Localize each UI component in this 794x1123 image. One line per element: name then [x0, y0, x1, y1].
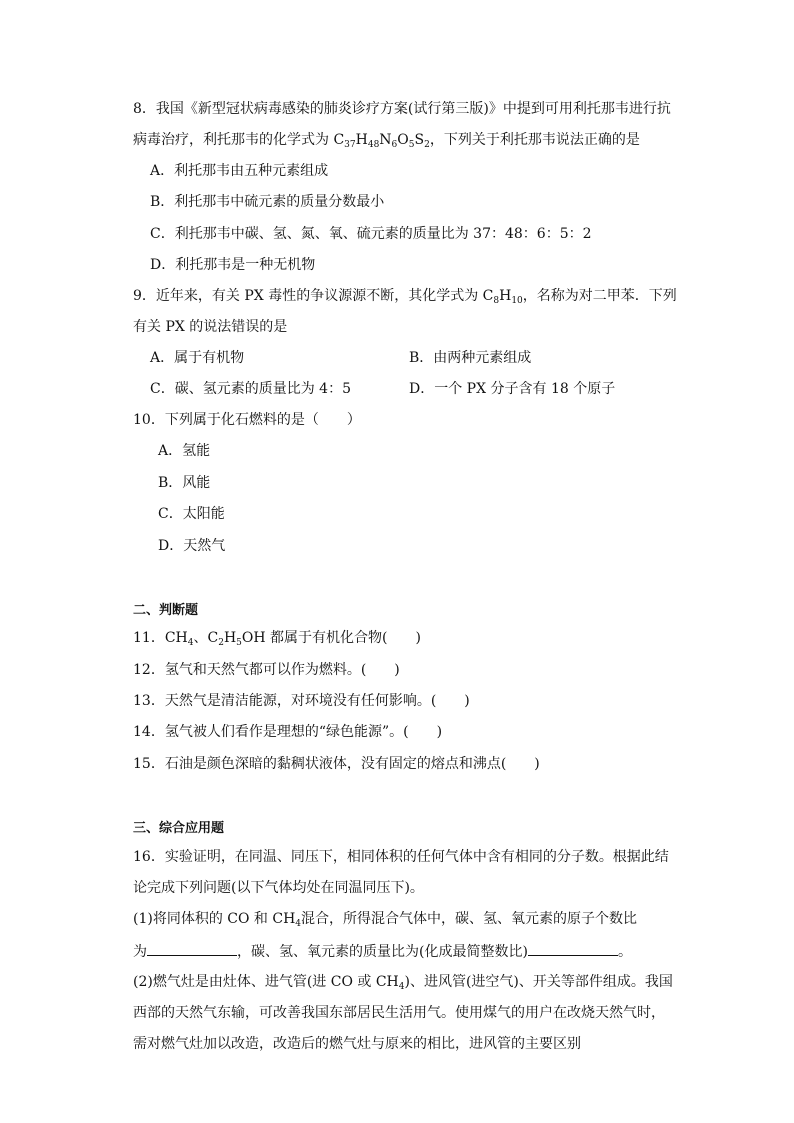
- q16-part2-line3: 需对燃气灶加以改造，改造后的燃气灶与原来的相比，进风管的主要区别: [133, 1036, 581, 1052]
- q10-stem: 10．下列属于化石燃料的是（ ）: [133, 412, 361, 428]
- section-heading-application: 三、综合应用题: [133, 821, 225, 836]
- element-symbol: H: [223, 630, 237, 646]
- element-symbol: H: [355, 132, 368, 148]
- q16-text: )、进风管(进空气)、开关等部件组成。我国: [404, 974, 673, 990]
- q10-option-c: C．太阳能: [158, 506, 225, 522]
- q16-text: (2)燃气灶是由灶体、进气管(进 CO 或 CH: [133, 974, 399, 990]
- q10-option-b: B．风能: [158, 475, 211, 491]
- q11: [133, 629, 421, 647]
- q10-option-d: D．天然气: [158, 538, 226, 554]
- q8-option-d: D．利托那韦是一种无机物: [150, 257, 316, 273]
- subscript: 5: [408, 140, 415, 150]
- subscript: 4: [398, 982, 405, 992]
- subscript: 6: [391, 140, 398, 150]
- q8-text: ，下列关于利托那韦说法正确的是: [429, 132, 640, 148]
- subscript: 4: [187, 638, 194, 648]
- q8-text: 病毒治疗，利托那韦的化学式为 C: [133, 132, 345, 148]
- subscript: 5: [236, 638, 242, 648]
- q13: 13．天然气是清洁能源，对环境没有任何影响。( ): [133, 693, 470, 709]
- q16-part2-line1: [133, 973, 673, 991]
- q15: 15．石油是颜色深暗的黏稠状液体，没有固定的熔点和沸点( ): [133, 756, 540, 772]
- q9-option-b: B．由两种元素组成: [409, 350, 532, 366]
- q16-text: 。: [617, 944, 632, 960]
- answer-blank[interactable]: [528, 941, 618, 956]
- q16-stem-line2: 论完成下列问题(以下气体均处在同温同压下)。: [133, 880, 424, 896]
- answer-blank[interactable]: [147, 941, 237, 956]
- q16-text: 为: [133, 944, 147, 960]
- q11-text: 、C: [193, 630, 219, 646]
- q9-stem-line1: [133, 287, 677, 305]
- q16-text: (1)将同体积的 CO 和 CH: [133, 911, 296, 927]
- section-heading-judgment: 二、判断题: [133, 603, 199, 618]
- subscript: 8: [493, 296, 500, 306]
- q9-option-a: A．属于有机物: [150, 350, 245, 366]
- q16-part2-line2: 西部的天然气东输，可改善我国东部居民生活用气。使用煤气的用户在改烧天然气时，: [133, 1005, 665, 1021]
- q11-text: 11．CH: [133, 630, 188, 646]
- q11-text: OH 都属于有机化合物( ): [241, 630, 421, 646]
- q10-option-a: A．氢能: [158, 443, 211, 459]
- q8-stem-line1: 8．我国《新型冠状病毒感染的肺炎诊疗方案(试行第三版)》中提到可用利托那韦进行抗: [133, 101, 671, 117]
- q9-text: ，名称为对二甲苯．下列: [522, 288, 677, 304]
- q9-option-c: C．碳、氢元素的质量比为 4：5: [150, 381, 351, 397]
- subscript: 4: [295, 919, 302, 929]
- subscript: 10: [511, 296, 523, 306]
- element-symbol: S: [414, 132, 425, 148]
- q8-option-b: B．利托那韦中硫元素的质量分数最小: [150, 194, 385, 210]
- subscript: 2: [218, 638, 224, 648]
- element-symbol: N: [379, 132, 392, 148]
- q16-part1-line1: [133, 910, 637, 928]
- q14: 14．氢气被人们看作是理想的“绿色能源”。( ): [133, 724, 443, 740]
- q12: 12．氢气和天然气都可以作为燃料。( ): [133, 662, 400, 678]
- element-symbol: H: [499, 288, 512, 304]
- q16-text: 混合，所得混合气体中，碳、氢、氧元素的原子个数比: [301, 911, 638, 927]
- q16-part1-line2: [133, 941, 632, 961]
- q8-stem-line2: [133, 131, 640, 149]
- q9-text: 9．近年来，有关 PX 毒性的争议源源不断，其化学式为 C: [133, 288, 494, 304]
- subscript: 37: [344, 140, 356, 150]
- subscript: 2: [424, 140, 430, 150]
- q8-option-c: C．利托那韦中碳、氢、氮、氧、硫元素的质量比为 37：48：6：5：2: [150, 226, 592, 242]
- q8-option-a: A．利托那韦由五种元素组成: [150, 163, 329, 179]
- q16-stem-line1: 16．实验证明，在同温、同压下，相同体积的任何气体中含有相同的分子数。根据此结: [133, 849, 669, 865]
- q9-stem-line2: 有关 PX 的说法错误的是: [133, 319, 288, 335]
- q16-text: ，碳、氢、氧元素的质量比为(化成最简整数比): [237, 944, 528, 960]
- element-symbol: O: [397, 132, 409, 148]
- q9-option-d: D．一个 PX 分子含有 18 个原子: [409, 381, 616, 397]
- subscript: 48: [367, 140, 380, 150]
